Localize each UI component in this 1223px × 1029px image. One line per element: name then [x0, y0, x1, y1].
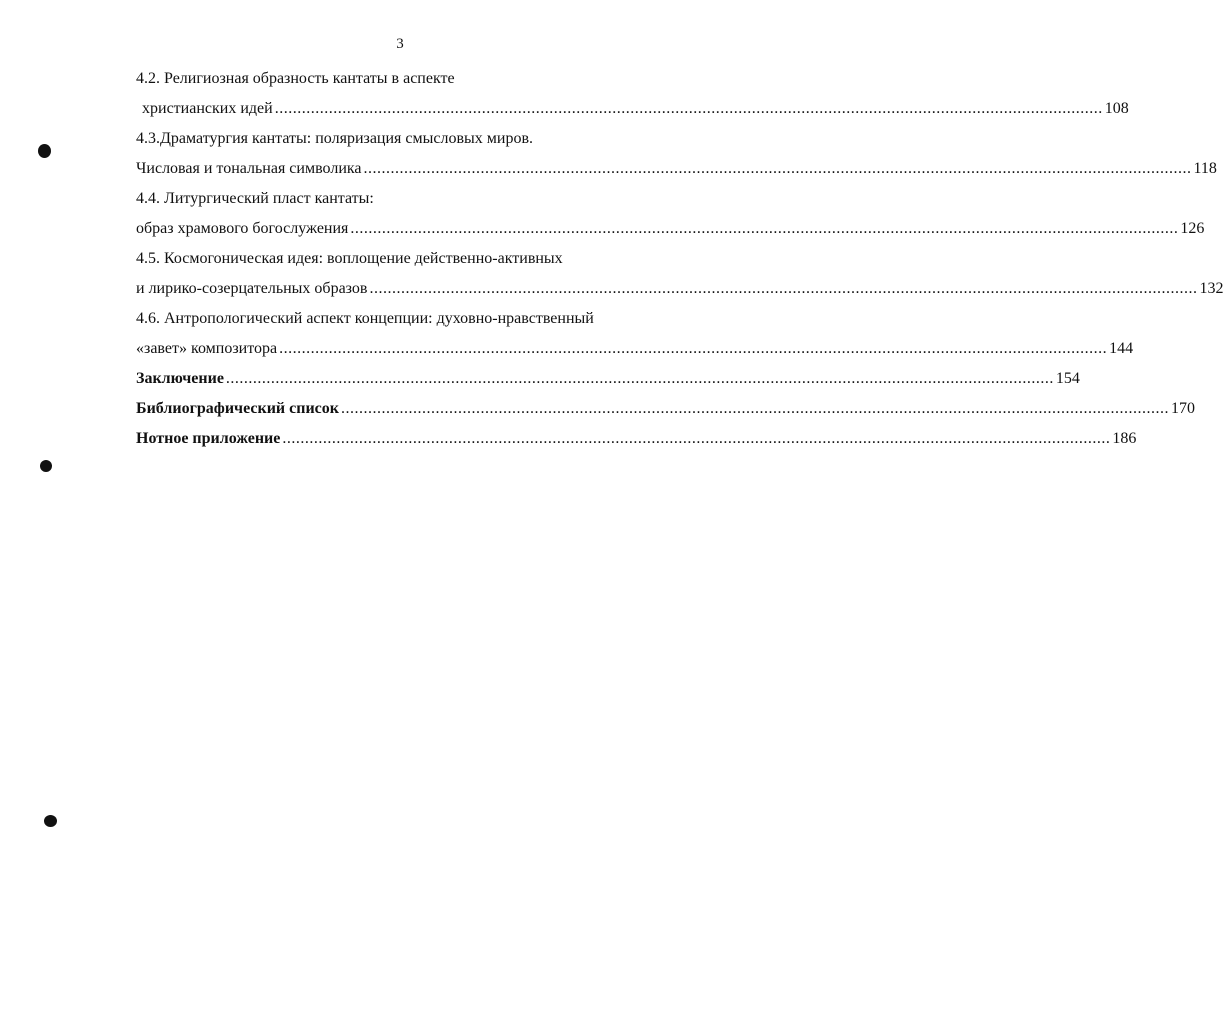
toc-entry-title: Заключение: [136, 370, 224, 387]
toc-line: [136, 64, 666, 94]
dot-leader: ........................................................................................................................................................................................: [274, 100, 1103, 117]
table-of-contents: [136, 64, 1223, 454]
toc-line: [136, 304, 666, 334]
toc-page-number: 126: [1180, 220, 1205, 237]
dot-leader: ........................................................................................................................................................................................: [363, 160, 1192, 177]
toc-line: [136, 184, 666, 214]
toc-entry-title: христианских идей: [142, 100, 273, 117]
toc-line: [136, 214, 1205, 244]
toc-entry-title: 4.3.Драматургия кантаты: поляризация смысловых миров.: [136, 130, 534, 147]
dot-leader: ........................................................................................................................................................................................: [279, 340, 1108, 357]
toc-entry-title: образ храмового богослужения: [136, 220, 349, 237]
toc-entry-title: и лирико-созерцательных образов: [136, 280, 368, 297]
toc-page-number: 132: [1199, 280, 1223, 297]
binder-hole-middle: [40, 460, 52, 472]
toc-entry-title: 4.6. Антропологический аспект концепции: духовно-нравственный: [136, 310, 594, 327]
toc-line: [136, 274, 1223, 304]
toc-entry-title: «завет» композитора: [136, 340, 278, 357]
toc-line: [136, 364, 1080, 394]
toc-page-number: 154: [1055, 370, 1080, 387]
toc-line: [136, 244, 666, 274]
toc-entry-title: Числовая и тональная символика: [136, 160, 362, 177]
dot-leader: ........................................................................................................................................................................................: [282, 430, 1111, 447]
dot-leader: ........................................................................................................................................................................................: [225, 370, 1054, 387]
toc-page-number: 118: [1193, 160, 1217, 177]
toc-line: [136, 424, 1137, 454]
toc-entry-title: 4.2. Религиозная образность кантаты в аспекте: [136, 70, 455, 87]
dot-leader: ........................................................................................................................................................................................: [369, 280, 1198, 297]
toc-entry-title: 4.5. Космогоническая идея: воплощение действенно-активных: [136, 250, 563, 267]
toc-line: [136, 154, 1217, 184]
toc-line: [136, 394, 1195, 424]
toc-entry-title: 4.4. Литургический пласт кантаты:: [136, 190, 374, 207]
toc-page-number: 186: [1112, 430, 1137, 447]
dot-leader: ........................................................................................................................................................................................: [340, 400, 1169, 417]
binder-hole-bottom: [44, 815, 57, 827]
toc-line: [136, 124, 666, 154]
toc-line: [136, 334, 1134, 364]
page-number: 3: [396, 36, 404, 52]
toc-entry-title: Библиографический список: [136, 400, 339, 417]
dot-leader: ........................................................................................................................................................................................: [350, 220, 1179, 237]
toc-page-number: 144: [1109, 340, 1134, 357]
toc-line: [136, 94, 1129, 124]
toc-page-number: 170: [1170, 400, 1195, 417]
binder-hole-top: [38, 144, 51, 158]
toc-page-number: 108: [1104, 100, 1129, 117]
toc-entry-title: Нотное приложение: [136, 430, 281, 447]
